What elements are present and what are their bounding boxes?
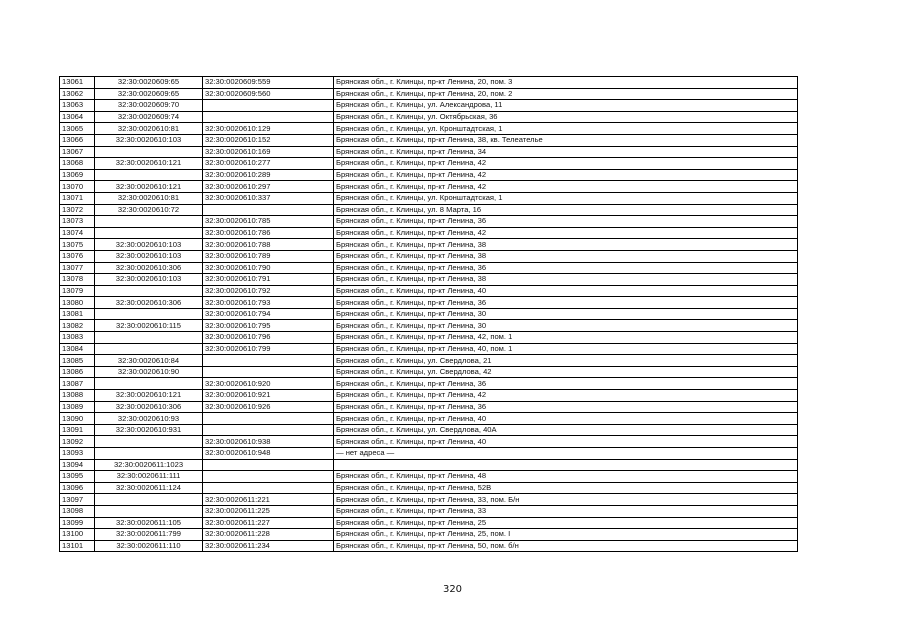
table-row (60, 181, 798, 193)
page-number: 320 (442, 584, 463, 595)
row-number-cell: 13097 (60, 494, 95, 506)
address-cell: Брянская обл., г. Клинцы, ул. Александрова, 11 (334, 100, 798, 112)
table-row (60, 308, 798, 320)
parcel-cadastral-number-cell (95, 494, 203, 506)
row-number-cell: 13091 (60, 424, 95, 436)
row-number-cell: 13071 (60, 192, 95, 204)
object-cadastral-number-cell: 32:30:0020610:789 (203, 250, 334, 262)
row-number-cell: 13075 (60, 239, 95, 251)
address-cell: Брянская обл., г. Клинцы, пр-кт Ленина, 48 (334, 471, 798, 483)
parcel-cadastral-number-cell: 32:30:0020610:306 (95, 262, 203, 274)
object-cadastral-number-cell: 32:30:0020609:559 (203, 77, 334, 89)
row-number-cell: 13067 (60, 146, 95, 158)
object-cadastral-number-cell: 32:30:0020610:129 (203, 123, 334, 135)
table-row (60, 494, 798, 506)
object-cadastral-number-cell (203, 100, 334, 112)
row-number-cell: 13080 (60, 297, 95, 309)
object-cadastral-number-cell: 32:30:0020610:337 (203, 192, 334, 204)
address-cell: Брянская обл., г. Клинцы, пр-кт Ленина, 20, пом. 3 (334, 77, 798, 89)
object-cadastral-number-cell (203, 204, 334, 216)
parcel-cadastral-number-cell: 32:30:0020610:103 (95, 239, 203, 251)
address-cell: Брянская обл., г. Клинцы, пр-кт Ленина, 40 (334, 413, 798, 425)
table-row (60, 332, 798, 344)
table-row (60, 192, 798, 204)
parcel-cadastral-number-cell: 32:30:0020611:1023 (95, 459, 203, 471)
table-row (60, 123, 798, 135)
table-row (60, 320, 798, 332)
row-number-cell: 13093 (60, 448, 95, 460)
table-row (60, 413, 798, 425)
parcel-cadastral-number-cell: 32:30:0020610:931 (95, 424, 203, 436)
object-cadastral-number-cell: 32:30:0020611:234 (203, 540, 334, 552)
object-cadastral-number-cell: 32:30:0020611:221 (203, 494, 334, 506)
object-cadastral-number-cell: 32:30:0020610:920 (203, 378, 334, 390)
parcel-cadastral-number-cell (95, 436, 203, 448)
table-row (60, 297, 798, 309)
table-row (60, 100, 798, 112)
object-cadastral-number-cell: 32:30:0020611:225 (203, 505, 334, 517)
table-row (60, 250, 798, 262)
object-cadastral-number-cell: 32:30:0020610:790 (203, 262, 334, 274)
table-row (60, 540, 798, 552)
parcel-cadastral-number-cell: 32:30:0020609:70 (95, 100, 203, 112)
row-number-cell: 13073 (60, 216, 95, 228)
object-cadastral-number-cell: 32:30:0020610:794 (203, 308, 334, 320)
address-cell: Брянская обл., г. Клинцы, пр-кт Ленина, 34 (334, 146, 798, 158)
table-row (60, 216, 798, 228)
registry-table (59, 76, 798, 552)
parcel-cadastral-number-cell: 32:30:0020610:81 (95, 192, 203, 204)
row-number-cell: 13077 (60, 262, 95, 274)
object-cadastral-number-cell (203, 471, 334, 483)
object-cadastral-number-cell: 32:30:0020610:289 (203, 169, 334, 181)
parcel-cadastral-number-cell: 32:30:0020611:111 (95, 471, 203, 483)
address-cell: — нет адреса — (334, 448, 798, 460)
address-cell: Брянская обл., г. Клинцы, пр-кт Ленина, 50, пом. б/н (334, 540, 798, 552)
parcel-cadastral-number-cell: 32:30:0020610:103 (95, 134, 203, 146)
registry-table-body (60, 77, 798, 552)
object-cadastral-number-cell: 32:30:0020610:792 (203, 285, 334, 297)
row-number-cell: 13076 (60, 250, 95, 262)
address-cell: Брянская обл., г. Клинцы, пр-кт Ленина, 25, пом. I (334, 529, 798, 541)
table-row (60, 262, 798, 274)
table-row (60, 111, 798, 123)
address-cell: Брянская обл., г. Клинцы, пр-кт Ленина, 40 (334, 436, 798, 448)
parcel-cadastral-number-cell: 32:30:0020609:74 (95, 111, 203, 123)
table-row (60, 459, 798, 471)
address-cell: Брянская обл., г. Клинцы, пр-кт Ленина, 42 (334, 227, 798, 239)
address-cell: Брянская обл., г. Клинцы, пр-кт Ленина, 52В (334, 482, 798, 494)
address-cell: Брянская обл., г. Клинцы, пр-кт Ленина, 36 (334, 216, 798, 228)
row-number-cell: 13085 (60, 355, 95, 367)
table-row (60, 146, 798, 158)
address-cell: Брянская обл., г. Клинцы, пр-кт Ленина, 38 (334, 274, 798, 286)
row-number-cell: 13083 (60, 332, 95, 344)
row-number-cell: 13095 (60, 471, 95, 483)
row-number-cell: 13090 (60, 413, 95, 425)
row-number-cell: 13087 (60, 378, 95, 390)
object-cadastral-number-cell: 32:30:0020610:277 (203, 158, 334, 170)
row-number-cell: 13101 (60, 540, 95, 552)
parcel-cadastral-number-cell (95, 343, 203, 355)
address-cell: Брянская обл., г. Клинцы, ул. Свердлова, 42 (334, 366, 798, 378)
address-cell: Брянская обл., г. Клинцы, ул. Свердлова, 21 (334, 355, 798, 367)
address-cell: Брянская обл., г. Клинцы, ул. Октябрьская, 36 (334, 111, 798, 123)
object-cadastral-number-cell: 32:30:0020610:785 (203, 216, 334, 228)
parcel-cadastral-number-cell: 32:30:0020610:306 (95, 297, 203, 309)
address-cell: Брянская обл., г. Клинцы, пр-кт Ленина, 36 (334, 401, 798, 413)
parcel-cadastral-number-cell: 32:30:0020610:121 (95, 181, 203, 193)
row-number-cell: 13092 (60, 436, 95, 448)
parcel-cadastral-number-cell: 32:30:0020610:103 (95, 274, 203, 286)
parcel-cadastral-number-cell: 32:30:0020611:799 (95, 529, 203, 541)
parcel-cadastral-number-cell: 32:30:0020611:105 (95, 517, 203, 529)
row-number-cell: 13061 (60, 77, 95, 89)
row-number-cell: 13066 (60, 134, 95, 146)
row-number-cell: 13100 (60, 529, 95, 541)
address-cell: Брянская обл., г. Клинцы, пр-кт Ленина, 42 (334, 158, 798, 170)
object-cadastral-number-cell: 32:30:0020610:799 (203, 343, 334, 355)
row-number-cell: 13068 (60, 158, 95, 170)
object-cadastral-number-cell (203, 424, 334, 436)
object-cadastral-number-cell: 32:30:0020609:560 (203, 88, 334, 100)
object-cadastral-number-cell: 32:30:0020610:788 (203, 239, 334, 251)
address-cell: Брянская обл., г. Клинцы, пр-кт Ленина, 38, кв. Телеателье (334, 134, 798, 146)
object-cadastral-number-cell (203, 111, 334, 123)
address-cell (334, 459, 798, 471)
parcel-cadastral-number-cell (95, 227, 203, 239)
parcel-cadastral-number-cell: 32:30:0020610:90 (95, 366, 203, 378)
row-number-cell: 13084 (60, 343, 95, 355)
address-cell: Брянская обл., г. Клинцы, ул. Свердлова, 40А (334, 424, 798, 436)
row-number-cell: 13086 (60, 366, 95, 378)
row-number-cell: 13064 (60, 111, 95, 123)
row-number-cell: 13096 (60, 482, 95, 494)
object-cadastral-number-cell: 32:30:0020610:948 (203, 448, 334, 460)
row-number-cell: 13082 (60, 320, 95, 332)
row-number-cell: 13094 (60, 459, 95, 471)
parcel-cadastral-number-cell: 32:30:0020611:124 (95, 482, 203, 494)
row-number-cell: 13089 (60, 401, 95, 413)
table-row (60, 378, 798, 390)
parcel-cadastral-number-cell: 32:30:0020609:65 (95, 88, 203, 100)
address-cell: Брянская обл., г. Клинцы, пр-кт Ленина, 36 (334, 297, 798, 309)
table-row (60, 448, 798, 460)
table-row (60, 529, 798, 541)
table-row (60, 366, 798, 378)
row-number-cell: 13099 (60, 517, 95, 529)
object-cadastral-number-cell (203, 459, 334, 471)
address-cell: Брянская обл., г. Клинцы, пр-кт Ленина, 33 (334, 505, 798, 517)
table-row (60, 482, 798, 494)
row-number-cell: 13079 (60, 285, 95, 297)
parcel-cadastral-number-cell: 32:30:0020610:306 (95, 401, 203, 413)
address-cell: Брянская обл., г. Клинцы, пр-кт Ленина, 20, пом. 2 (334, 88, 798, 100)
object-cadastral-number-cell: 32:30:0020611:228 (203, 529, 334, 541)
address-cell: Брянская обл., г. Клинцы, пр-кт Ленина, 42, пом. 1 (334, 332, 798, 344)
parcel-cadastral-number-cell: 32:30:0020610:103 (95, 250, 203, 262)
parcel-cadastral-number-cell (95, 169, 203, 181)
row-number-cell: 13098 (60, 505, 95, 517)
table-row (60, 134, 798, 146)
address-cell: Брянская обл., г. Клинцы, ул. Кронштадтская, 1 (334, 192, 798, 204)
object-cadastral-number-cell: 32:30:0020610:926 (203, 401, 334, 413)
object-cadastral-number-cell: 32:30:0020610:786 (203, 227, 334, 239)
table-row (60, 285, 798, 297)
object-cadastral-number-cell (203, 413, 334, 425)
row-number-cell: 13065 (60, 123, 95, 135)
object-cadastral-number-cell (203, 366, 334, 378)
table-row (60, 390, 798, 402)
row-number-cell: 13069 (60, 169, 95, 181)
object-cadastral-number-cell: 32:30:0020610:793 (203, 297, 334, 309)
row-number-cell: 13072 (60, 204, 95, 216)
row-number-cell: 13063 (60, 100, 95, 112)
address-cell: Брянская обл., г. Клинцы, пр-кт Ленина, 42 (334, 169, 798, 181)
object-cadastral-number-cell: 32:30:0020610:795 (203, 320, 334, 332)
object-cadastral-number-cell (203, 482, 334, 494)
address-cell: Брянская обл., г. Клинцы, ул. Кронштадтская, 1 (334, 123, 798, 135)
parcel-cadastral-number-cell: 32:30:0020610:93 (95, 413, 203, 425)
parcel-cadastral-number-cell: 32:30:0020610:72 (95, 204, 203, 216)
table-row (60, 424, 798, 436)
parcel-cadastral-number-cell (95, 216, 203, 228)
table-row (60, 169, 798, 181)
parcel-cadastral-number-cell: 32:30:0020609:65 (95, 77, 203, 89)
row-number-cell: 13078 (60, 274, 95, 286)
address-cell: Брянская обл., г. Клинцы, пр-кт Ленина, 42 (334, 181, 798, 193)
object-cadastral-number-cell: 32:30:0020610:169 (203, 146, 334, 158)
row-number-cell: 13062 (60, 88, 95, 100)
table-row (60, 227, 798, 239)
object-cadastral-number-cell: 32:30:0020610:921 (203, 390, 334, 402)
table-row (60, 274, 798, 286)
parcel-cadastral-number-cell: 32:30:0020610:121 (95, 390, 203, 402)
parcel-cadastral-number-cell: 32:30:0020610:115 (95, 320, 203, 332)
address-cell: Брянская обл., г. Клинцы, пр-кт Ленина, 38 (334, 250, 798, 262)
address-cell: Брянская обл., г. Клинцы, ул. 8 Марта, 16 (334, 204, 798, 216)
address-cell: Брянская обл., г. Клинцы, пр-кт Ленина, 42 (334, 390, 798, 402)
address-cell: Брянская обл., г. Клинцы, пр-кт Ленина, 33, пом. Б/н (334, 494, 798, 506)
parcel-cadastral-number-cell (95, 332, 203, 344)
table-row (60, 471, 798, 483)
row-number-cell: 13074 (60, 227, 95, 239)
address-cell: Брянская обл., г. Клинцы, пр-кт Ленина, 36 (334, 262, 798, 274)
address-cell: Брянская обл., г. Клинцы, пр-кт Ленина, 36 (334, 378, 798, 390)
table-row (60, 239, 798, 251)
object-cadastral-number-cell: 32:30:0020610:297 (203, 181, 334, 193)
address-cell: Брянская обл., г. Клинцы, пр-кт Ленина, 40 (334, 285, 798, 297)
object-cadastral-number-cell: 32:30:0020611:227 (203, 517, 334, 529)
table-row (60, 204, 798, 216)
parcel-cadastral-number-cell (95, 448, 203, 460)
address-cell: Брянская обл., г. Клинцы, пр-кт Ленина, 25 (334, 517, 798, 529)
table-row (60, 355, 798, 367)
parcel-cadastral-number-cell (95, 308, 203, 320)
parcel-cadastral-number-cell (95, 146, 203, 158)
row-number-cell: 13088 (60, 390, 95, 402)
parcel-cadastral-number-cell (95, 505, 203, 517)
table-row (60, 343, 798, 355)
object-cadastral-number-cell: 32:30:0020610:938 (203, 436, 334, 448)
table-row (60, 505, 798, 517)
object-cadastral-number-cell: 32:30:0020610:796 (203, 332, 334, 344)
parcel-cadastral-number-cell: 32:30:0020610:121 (95, 158, 203, 170)
table-row (60, 436, 798, 448)
table-row (60, 158, 798, 170)
row-number-cell: 13081 (60, 308, 95, 320)
parcel-cadastral-number-cell: 32:30:0020611:110 (95, 540, 203, 552)
object-cadastral-number-cell: 32:30:0020610:791 (203, 274, 334, 286)
address-cell: Брянская обл., г. Клинцы, пр-кт Ленина, 40, пом. 1 (334, 343, 798, 355)
parcel-cadastral-number-cell: 32:30:0020610:84 (95, 355, 203, 367)
table-row (60, 88, 798, 100)
address-cell: Брянская обл., г. Клинцы, пр-кт Ленина, 30 (334, 320, 798, 332)
table-row (60, 77, 798, 89)
address-cell: Брянская обл., г. Клинцы, пр-кт Ленина, 30 (334, 308, 798, 320)
row-number-cell: 13070 (60, 181, 95, 193)
object-cadastral-number-cell: 32:30:0020610:152 (203, 134, 334, 146)
parcel-cadastral-number-cell: 32:30:0020610:81 (95, 123, 203, 135)
table-row (60, 401, 798, 413)
parcel-cadastral-number-cell (95, 378, 203, 390)
address-cell: Брянская обл., г. Клинцы, пр-кт Ленина, 38 (334, 239, 798, 251)
table-row (60, 517, 798, 529)
object-cadastral-number-cell (203, 355, 334, 367)
parcel-cadastral-number-cell (95, 285, 203, 297)
